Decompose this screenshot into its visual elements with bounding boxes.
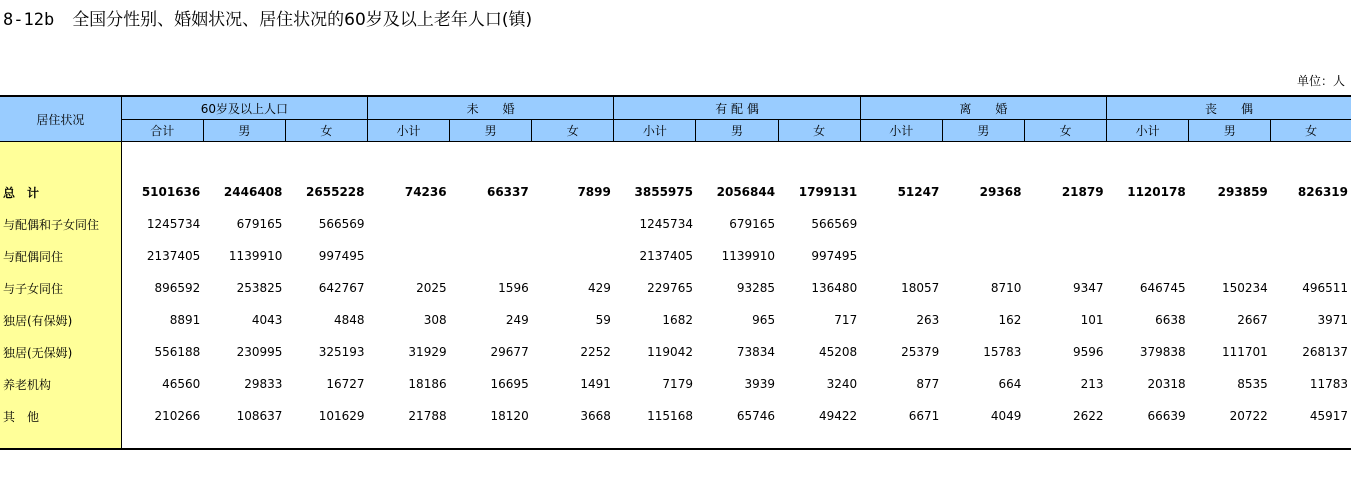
table-cell: 46560 xyxy=(162,377,201,391)
table-cell: 16727 xyxy=(326,377,365,391)
group-header: 未 婚 xyxy=(368,96,614,120)
subcol-header: 小计 xyxy=(860,120,942,142)
table-cell xyxy=(1271,208,1351,240)
table-cell: 20318 xyxy=(1147,377,1186,391)
table-cell: 16695 xyxy=(490,377,529,391)
table-cell: 49422 xyxy=(819,409,858,423)
subcol-header: 男 xyxy=(696,120,778,142)
table-cell: 25379 xyxy=(901,345,940,359)
group-header: 丧 偶 xyxy=(1107,96,1351,120)
table-cell: 59 xyxy=(595,313,611,327)
table-cell: 18120 xyxy=(490,409,529,423)
table-cell: 29677 xyxy=(490,345,529,359)
subcol-header: 男 xyxy=(942,120,1024,142)
table-cell xyxy=(368,208,450,240)
table-cell: 230995 xyxy=(236,345,283,359)
table-cell: 6671 xyxy=(908,409,940,423)
table-cell: 29368 xyxy=(979,185,1022,199)
subcol-header: 女 xyxy=(532,120,614,142)
group-header: 有 配 偶 xyxy=(614,96,860,120)
table-cell: 65746 xyxy=(736,409,776,423)
table-row xyxy=(0,304,1351,336)
table-cell: 7179 xyxy=(662,377,693,391)
table-cell: 293859 xyxy=(1217,185,1268,199)
table-cell: 9596 xyxy=(1073,345,1104,359)
table-cell: 20722 xyxy=(1229,409,1268,423)
row-label: 独居(无保姆) xyxy=(0,336,121,368)
table-row xyxy=(0,240,1351,272)
table-cell: 679165 xyxy=(236,217,283,231)
table-cell: 6638 xyxy=(1155,313,1186,327)
stub-header: 居住状况 xyxy=(0,96,121,142)
subcol-header: 合计 xyxy=(121,120,203,142)
subcol-header: 女 xyxy=(1024,120,1106,142)
table-cell: 1245734 xyxy=(146,217,201,231)
subcol-header: 男 xyxy=(203,120,285,142)
table-cell: 997495 xyxy=(318,249,365,263)
table-cell: 1682 xyxy=(662,313,693,327)
row-label: 养老机构 xyxy=(0,368,121,400)
table-cell: 3939 xyxy=(744,377,776,391)
table-cell: 3855975 xyxy=(634,185,693,199)
table-cell xyxy=(1189,208,1271,240)
table-cell xyxy=(450,208,532,240)
table-cell: 18186 xyxy=(408,377,447,391)
table-cell: 21788 xyxy=(408,409,447,423)
row-label: 与配偶同住 xyxy=(0,240,121,272)
subcol-header: 小计 xyxy=(368,120,450,142)
table-cell: 3971 xyxy=(1317,313,1348,327)
table-cell: 1799131 xyxy=(798,185,858,199)
table-title-text: 全国分性别、婚姻状况、居住状况的60岁及以上老年人口(镇) xyxy=(72,10,533,30)
table-cell: 162 xyxy=(998,313,1022,327)
table-cell: 8891 xyxy=(169,313,201,327)
unit-label: 单位：人 xyxy=(1296,74,1345,88)
group-header: 离 婚 xyxy=(860,96,1106,120)
table-cell xyxy=(942,208,1024,240)
table-row xyxy=(0,272,1351,304)
table-cell: 136480 xyxy=(811,281,858,295)
stub-cell xyxy=(0,432,121,449)
table-cell xyxy=(532,240,614,272)
subcol-header: 女 xyxy=(778,120,860,142)
table-cell: 379838 xyxy=(1139,345,1186,359)
table-cell: 119042 xyxy=(647,345,693,359)
table-cell: 66639 xyxy=(1147,409,1186,423)
table-cell: 253825 xyxy=(236,281,283,295)
table-cell: 308 xyxy=(423,313,447,327)
row-label: 总 计 xyxy=(0,176,121,208)
stub-cell xyxy=(0,142,121,177)
table-cell: 2137405 xyxy=(146,249,201,263)
table-cell: 115168 xyxy=(647,409,693,423)
table-cell: 249 xyxy=(505,313,529,327)
row-label: 独居(有保姆) xyxy=(0,304,121,336)
table-cell: 429 xyxy=(587,281,611,295)
table-cell: 66337 xyxy=(486,185,529,199)
table-cell xyxy=(1024,208,1106,240)
table-cell: 1139910 xyxy=(721,249,776,263)
table-cell: 997495 xyxy=(811,249,858,263)
table-cell: 965 xyxy=(752,313,776,327)
table-code: 8-12b xyxy=(3,10,55,30)
row-label: 与配偶和子女同住 xyxy=(0,208,121,240)
table-cell xyxy=(1271,240,1351,272)
table-cell xyxy=(860,240,942,272)
table-cell xyxy=(1024,240,1106,272)
table-cell xyxy=(942,240,1024,272)
table-cell xyxy=(860,208,942,240)
table-cell: 2622 xyxy=(1073,409,1104,423)
table-cell: 9347 xyxy=(1073,281,1104,295)
table-cell: 877 xyxy=(916,377,940,391)
table-cell: 4049 xyxy=(990,409,1022,423)
table-cell: 21879 xyxy=(1061,185,1104,199)
table-row xyxy=(0,336,1351,368)
table-cell: 496511 xyxy=(1302,281,1348,295)
table-cell: 18057 xyxy=(901,281,940,295)
header-row-subcols xyxy=(0,120,1351,142)
table-cell: 896592 xyxy=(154,281,201,295)
table-cell: 717 xyxy=(834,313,858,327)
table-cell: 31929 xyxy=(408,345,447,359)
table-title xyxy=(3,5,532,30)
table-cell: 2252 xyxy=(580,345,611,359)
table-cell: 3240 xyxy=(826,377,858,391)
table-cell: 74236 xyxy=(404,185,447,199)
table-cell xyxy=(450,240,532,272)
table-cell: 566569 xyxy=(318,217,365,231)
table-cell: 51247 xyxy=(897,185,940,199)
table-cell xyxy=(1189,240,1271,272)
table-cell: 11783 xyxy=(1309,377,1348,391)
table-cell: 679165 xyxy=(729,217,776,231)
subcol-header: 男 xyxy=(450,120,532,142)
table-cell: 1596 xyxy=(498,281,529,295)
table-cell: 826319 xyxy=(1297,185,1348,199)
data-table xyxy=(0,95,1351,450)
table-cell: 101 xyxy=(1080,313,1104,327)
table-cell: 664 xyxy=(998,377,1022,391)
table-cell: 101629 xyxy=(318,409,365,423)
row-label: 与子女同住 xyxy=(0,272,121,304)
table-cell: 111701 xyxy=(1221,345,1268,359)
table-cell: 45208 xyxy=(819,345,858,359)
table-cell xyxy=(368,240,450,272)
table-cell: 3668 xyxy=(580,409,611,423)
table-cell: 229765 xyxy=(647,281,693,295)
table-cell: 4848 xyxy=(333,313,365,327)
table-body xyxy=(0,142,1351,450)
table-cell: 150234 xyxy=(1221,281,1268,295)
table-cell xyxy=(1107,240,1189,272)
table-cell: 325193 xyxy=(318,345,365,359)
table-row xyxy=(0,368,1351,400)
table-cell: 2446408 xyxy=(223,185,283,199)
table-cell: 556188 xyxy=(154,345,201,359)
table-cell xyxy=(532,208,614,240)
table-cell: 642767 xyxy=(318,281,365,295)
table-cell: 93285 xyxy=(736,281,776,295)
table-cell: 1491 xyxy=(580,377,611,391)
header-row-groups xyxy=(0,96,1351,120)
table-cell: 8535 xyxy=(1237,377,1268,391)
table-cell: 210266 xyxy=(154,409,201,423)
table-cell: 7899 xyxy=(577,185,611,199)
table-row xyxy=(0,400,1351,432)
table-cell: 8710 xyxy=(990,281,1022,295)
table-cell: 5101636 xyxy=(141,185,201,199)
table-cell: 263 xyxy=(916,313,940,327)
table-cell: 2667 xyxy=(1237,313,1268,327)
subcol-header: 女 xyxy=(285,120,367,142)
table-row xyxy=(0,208,1351,240)
table-row-total xyxy=(0,176,1351,208)
table-cell: 4043 xyxy=(251,313,283,327)
table-cell: 1139910 xyxy=(228,249,283,263)
table-cell: 1120178 xyxy=(1127,185,1186,199)
spacer-row xyxy=(0,432,1351,449)
table-cell: 2056844 xyxy=(716,185,776,199)
subcol-header: 男 xyxy=(1189,120,1271,142)
table-cell: 566569 xyxy=(811,217,858,231)
table-cell: 268137 xyxy=(1302,345,1348,359)
table-cell: 108637 xyxy=(236,409,283,423)
subcol-header: 小计 xyxy=(1107,120,1189,142)
row-label: 其 他 xyxy=(0,400,121,432)
table-cell: 73834 xyxy=(736,345,776,359)
table-cell: 29833 xyxy=(244,377,283,391)
group-header: 60岁及以上人口 xyxy=(121,96,367,120)
subcol-header: 小计 xyxy=(614,120,696,142)
table-cell: 1245734 xyxy=(639,217,693,231)
table-cell xyxy=(1107,208,1189,240)
table-cell: 213 xyxy=(1080,377,1104,391)
table-cell: 45917 xyxy=(1309,409,1348,423)
spacer-row xyxy=(0,142,1351,177)
table-cell: 2655228 xyxy=(306,185,365,199)
table-cell: 2025 xyxy=(416,281,447,295)
table-cell: 15783 xyxy=(983,345,1022,359)
subcol-header: 女 xyxy=(1271,120,1351,142)
table-cell: 2137405 xyxy=(639,249,693,263)
table-cell: 646745 xyxy=(1139,281,1186,295)
